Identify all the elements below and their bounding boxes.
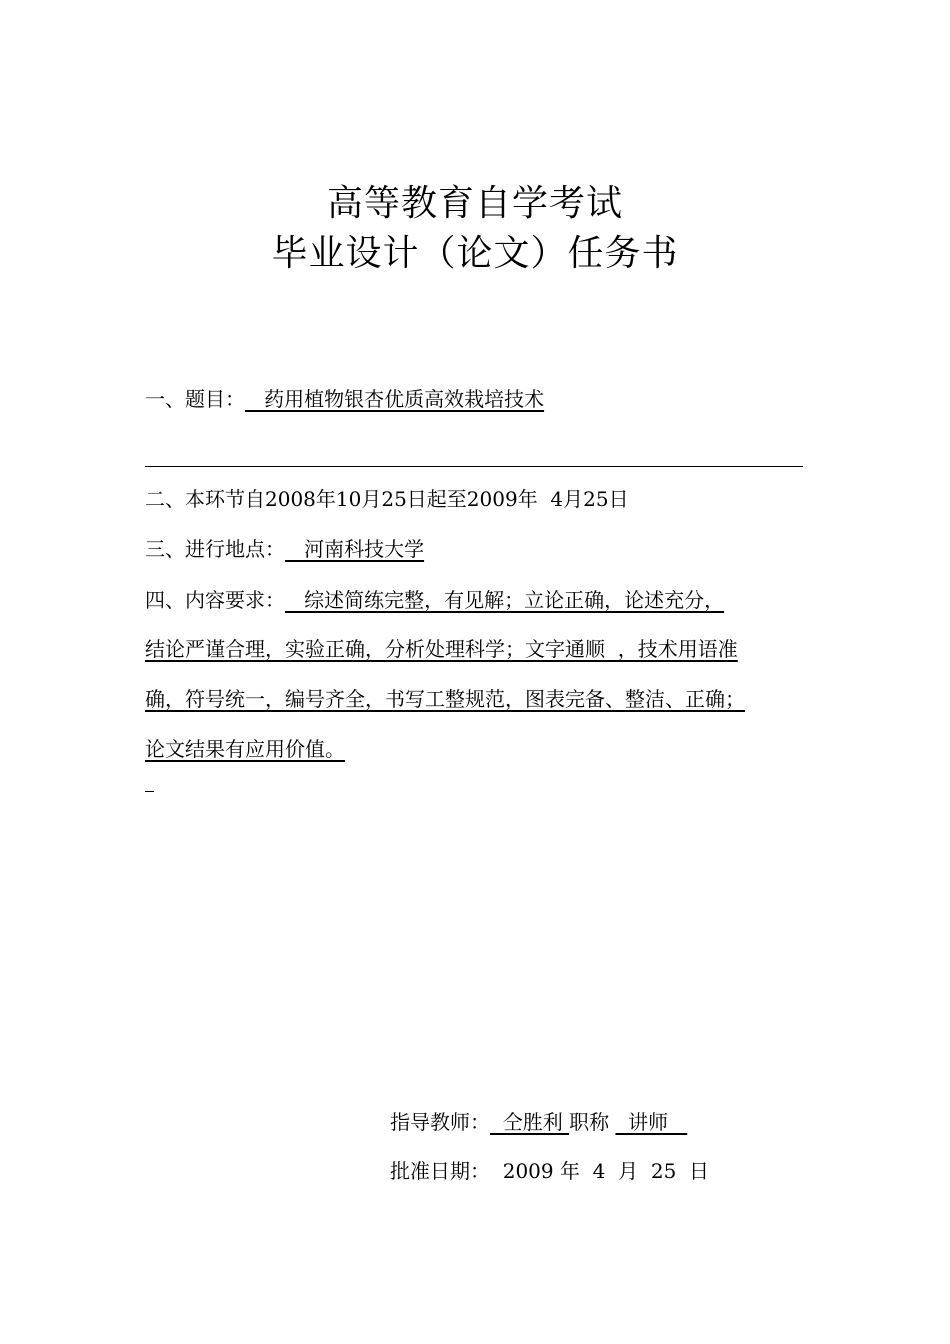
document-title-line1: 高等教育自学考试	[326, 183, 623, 224]
requirements-row	[145, 585, 724, 615]
location-row	[145, 534, 424, 564]
period-row: 二、本环节自2008年10月25日起至2009年 4月25日	[145, 487, 629, 511]
title-label: 职称	[569, 1110, 610, 1134]
blank-underline-mark	[145, 791, 154, 792]
location-label: 三、进行地点：	[145, 537, 285, 561]
topic-blank-rule	[145, 466, 803, 467]
advisor-row	[390, 1107, 687, 1137]
title-value: 讲师	[615, 1110, 688, 1134]
date-label: 批准日期：	[390, 1159, 490, 1183]
location-value: 河南科技大学	[285, 537, 425, 561]
requirements-line4: 论文结果有应用价值。	[145, 737, 345, 761]
document-title-line2: 毕业设计（论文）任务书	[271, 233, 679, 274]
requirements-label: 四、内容要求：	[145, 588, 285, 612]
topic-label: 一、题目：	[145, 387, 245, 411]
date-value: 2009 年 4 月 25 日	[490, 1159, 710, 1183]
requirements-line3: 确，符号统一，编号齐全，书写工整规范，图表完备、整洁、正确；	[145, 687, 745, 711]
requirements-line1: 综述简练完整，有见解；立论正确，论述充分，	[285, 588, 725, 612]
advisor-name: 仝胜利	[490, 1110, 570, 1134]
topic-row	[145, 384, 544, 414]
advisor-label: 指导教师：	[390, 1110, 490, 1134]
topic-value: 药用植物银杏优质高效栽培技术	[245, 387, 545, 411]
requirements-line2: 结论严谨合理，实验正确，分析处理科学；文字通顺 ，技术用语准	[145, 637, 738, 661]
date-row	[390, 1156, 709, 1186]
